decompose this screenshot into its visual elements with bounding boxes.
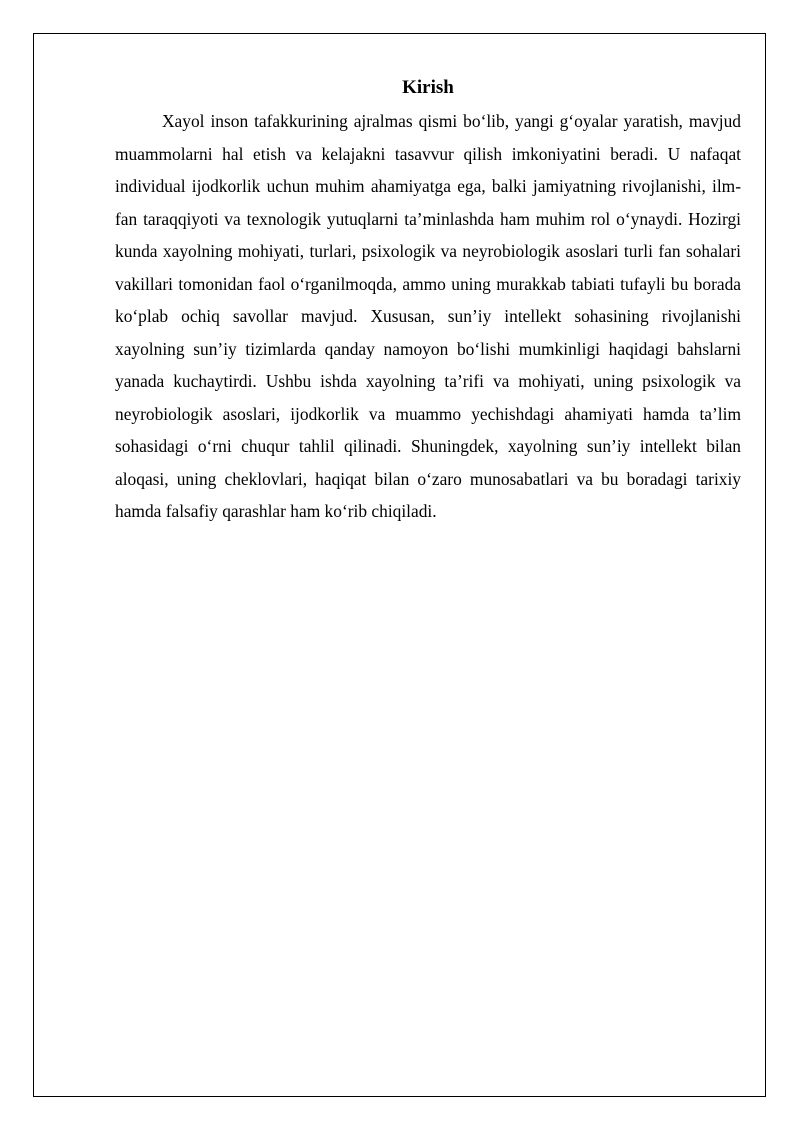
document-body [115,74,741,528]
section-title: Kirish [402,77,454,98]
intro-paragraph: Xayol inson tafakkurining ajralmas qismi bo‘lib, yangi g‘oyalar yaratish, mavjud muammolarni hal etish va kelajakni tasavvur qilish imkoniyatini beradi. U nafaqat individual ijodkorlik uchun muhim ahamiyatga ega, balki jamiyatning rivojlanishi, ilm-fan taraqqiyoti va texnologik yutuqlarni ta’minlashda ham muhim rol o‘ynaydi. Hozirgi kunda xayolning mohiyati, turlari, psixologik va neyrobiologik asoslari turli fan sohalari vakillari tomonidan faol o‘rganilmoqda, ammo uning murakkab tabiati tufayli bu borada ko‘plab ochiq savollar mavjud. Xususan, sun’iy intellekt sohasining rivojlanishi xayolning sun’iy tizimlarda qanday namoyon bo‘lishi mumkinligi haqidagi bahslarni yanada kuchaytirdi. Ushbu ishda xayolning ta’rifi va mohiyati, uning psixologik va neyrobiologik asoslari, ijodkorlik va muammo yechishdagi ahamiyati hamda ta’lim sohasidagi o‘rni chuqur tahlil qilinadi. Shuningdek, xayolning sun’iy intellekt bilan aloqasi, uning cheklovlari, haqiqat bilan o‘zaro munosabatlari va bu boradagi tarixiy hamda falsafiy qarashlar ham ko‘rib chiqiladi. [115,111,741,521]
